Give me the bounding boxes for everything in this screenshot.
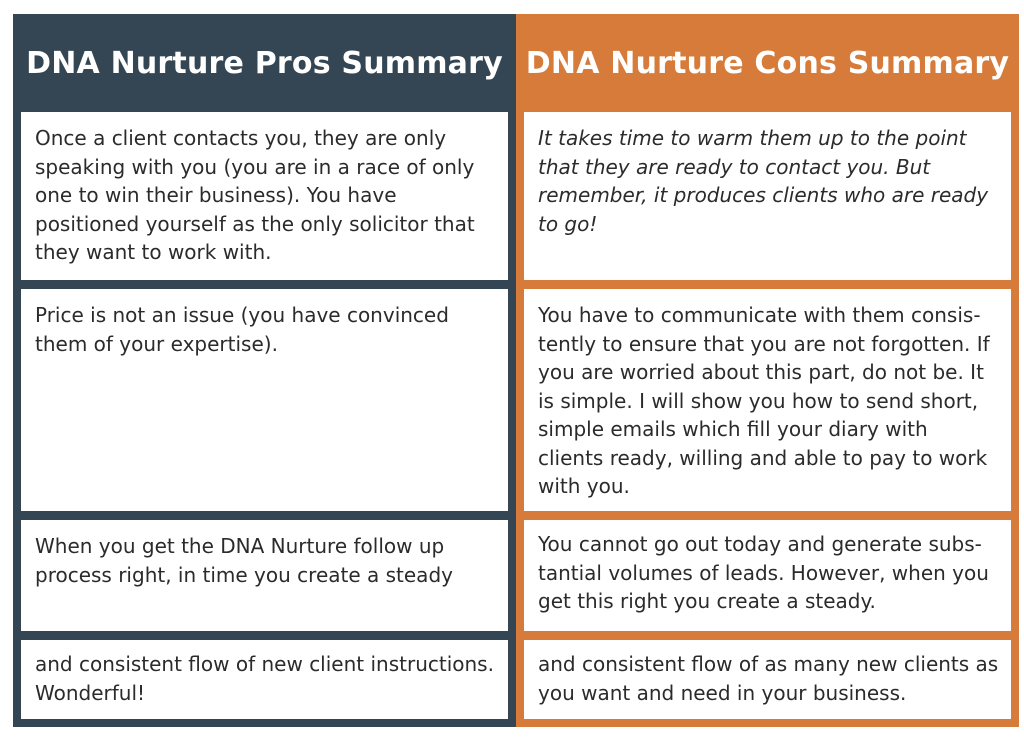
cons-item: You have to communicate with them consistently to ensure that you are not forgotten. If you are worried about this part, do not be. It is simple. I will show you how to send short, simple emails which fill your diary with clients ready, willing and able to pay to work with you. <box>524 289 1011 511</box>
pros-header: DNA Nurture Pros Summary <box>26 45 503 81</box>
cons-column <box>516 14 1019 727</box>
cons-item: You cannot go out today and generate substantial volumes of leads. However, when you get this right you create a steady. <box>524 520 1011 631</box>
pros-item: Price is not an issue (you have convinced them of your expertise). <box>21 289 508 511</box>
pros-item: When you get the DNA Nurture follow up process right, in time you create a steady <box>21 520 508 631</box>
cons-item: and consistent flow of as many new clients as you want and need in your business. <box>524 640 1011 719</box>
cons-item: It takes time to warm them up to the point that they are ready to contact you. But remember, it produces clients who are ready to go! <box>524 112 1011 280</box>
pros-column <box>13 14 516 727</box>
pros-item: and consistent flow of new client instructions. Wonderful! <box>21 640 508 719</box>
pros-cons-table <box>13 14 1019 727</box>
pros-item: Once a client contacts you, they are only speaking with you (you are in a race of only one to win their business). You have positioned yourself as the only solicitor that they want to work with. <box>21 112 508 280</box>
cons-header: DNA Nurture Cons Summary <box>525 45 1010 81</box>
